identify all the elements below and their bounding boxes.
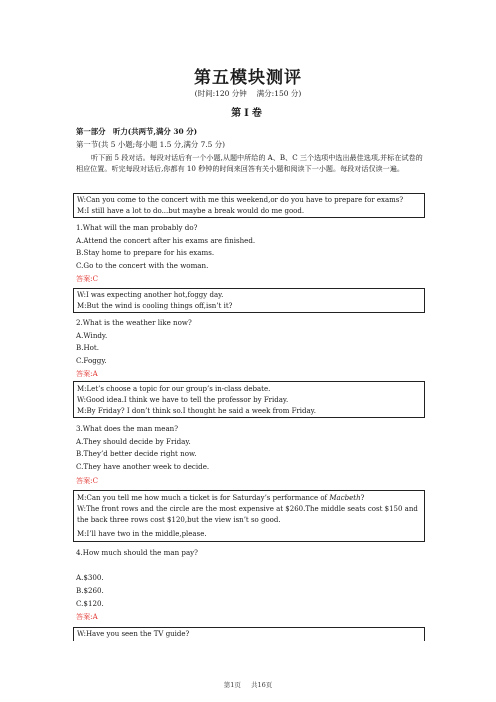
answer-2: [76, 369, 98, 379]
option-b: B.$260.: [76, 586, 104, 595]
dialogue-line-suffix: ?: [360, 494, 365, 502]
instructions: 听下面 5 段对话。每段对话后有一个小题,从题中所给的 A、B、C 三个选项中选出最佳选项,并标在试卷的相应位置。听完每段对话后,你都有 10 秒钟的时间来回答有关小题和阅读下一小题。每段对话仅读一遍。: [76, 153, 423, 173]
question-1: 1.What will the man probably do?: [76, 223, 198, 232]
option-b: B.Hot.: [76, 343, 100, 352]
dialogue-line: W:Good idea.I think we have to tell the professor by Friday.: [77, 396, 289, 404]
dialogue-line: W:Can you come to the concert with me this weekend,or do you have to prepare for exams?: [77, 196, 404, 204]
play-title: Macbeth: [329, 494, 361, 502]
question-4: 4.How much should the man pay?: [76, 548, 198, 557]
dialogue-box-5: [73, 627, 425, 641]
dialogue-line-1: [77, 494, 364, 503]
option-b: B.Stay home to prepare for his exams.: [76, 248, 215, 257]
answer-value: C: [92, 476, 99, 485]
dialogue-line-2: W:The front rows and the circle are the most expensive at $260.The middle seats cost $150 and the back three rows cost $120,but the view isn’t so good.: [77, 505, 418, 524]
part-heading: 第一部分 听力(共两节,满分 30 分): [76, 127, 198, 136]
dialogue-line: W:Have you seen the TV guide?: [77, 630, 190, 638]
option-a: A.$300.: [76, 573, 104, 582]
dialogue-line: M:I still have a lot to do...but maybe a break would do me good.: [77, 207, 305, 215]
option-c: C.Go to the concert with the woman.: [76, 261, 209, 270]
page-title: 第五模块测评: [194, 68, 302, 88]
page-total: 共16页: [250, 681, 273, 689]
answer-value: A: [92, 612, 98, 621]
option-c: C.$120.: [76, 599, 104, 608]
dialogue-box-1: [73, 193, 425, 218]
option-a: A.They should decide by Friday.: [76, 437, 191, 446]
page-footer: [0, 680, 496, 689]
subsection-heading: 第一节(共 5 小题;每小题 1.5 分,满分 7.5 分): [76, 140, 225, 149]
dialogue-line: M:But the wind is cooling things off,isn’t it?: [77, 302, 233, 310]
dialogue-box-3: [73, 381, 425, 418]
option-a: A.Attend the concert after his exams are finished.: [76, 236, 256, 245]
dialogue-box-4: [73, 490, 425, 542]
dialogue-box-2: [73, 288, 425, 313]
answer-4: [76, 612, 98, 622]
answer-value: A: [92, 369, 98, 378]
question-3: 3.What does the man mean?: [76, 424, 179, 433]
dialogue-line: M:By Friday? I don’t think so.I thought he said a week from Friday.: [77, 407, 316, 415]
dialogue-line-3: M:I’ll have two in the middle,please.: [77, 530, 207, 538]
answer-label: 答案:: [76, 476, 93, 485]
answer-label: 答案:: [76, 369, 93, 378]
option-a: A.Windy.: [76, 331, 108, 340]
question-2: 2.What is the weather like now?: [76, 318, 192, 327]
option-c: C.They have another week to decide.: [76, 462, 210, 471]
answer-value: C: [92, 274, 99, 283]
option-c: C.Foggy.: [76, 356, 107, 365]
answer-label: 答案:: [76, 274, 93, 283]
dialogue-line: M:Let’s choose a topic for our group’s in-class debate.: [77, 385, 271, 393]
dialogue-line: W:I was expecting another hot,foggy day.: [77, 291, 224, 299]
answer-3: [76, 476, 98, 486]
answer-1: [76, 274, 98, 284]
option-b: B.They’d better decide right now.: [76, 449, 197, 458]
exam-time-info: (时间:120 分钟 满分:150 分): [194, 89, 302, 98]
dialogue-line-prefix: M:Can you tell me how much a ticket is for Saturday’s performance of: [77, 494, 330, 502]
page-number: 第1页: [223, 681, 241, 689]
volume-heading: 第Ⅰ卷: [231, 108, 265, 119]
answer-label: 答案:: [76, 612, 93, 621]
